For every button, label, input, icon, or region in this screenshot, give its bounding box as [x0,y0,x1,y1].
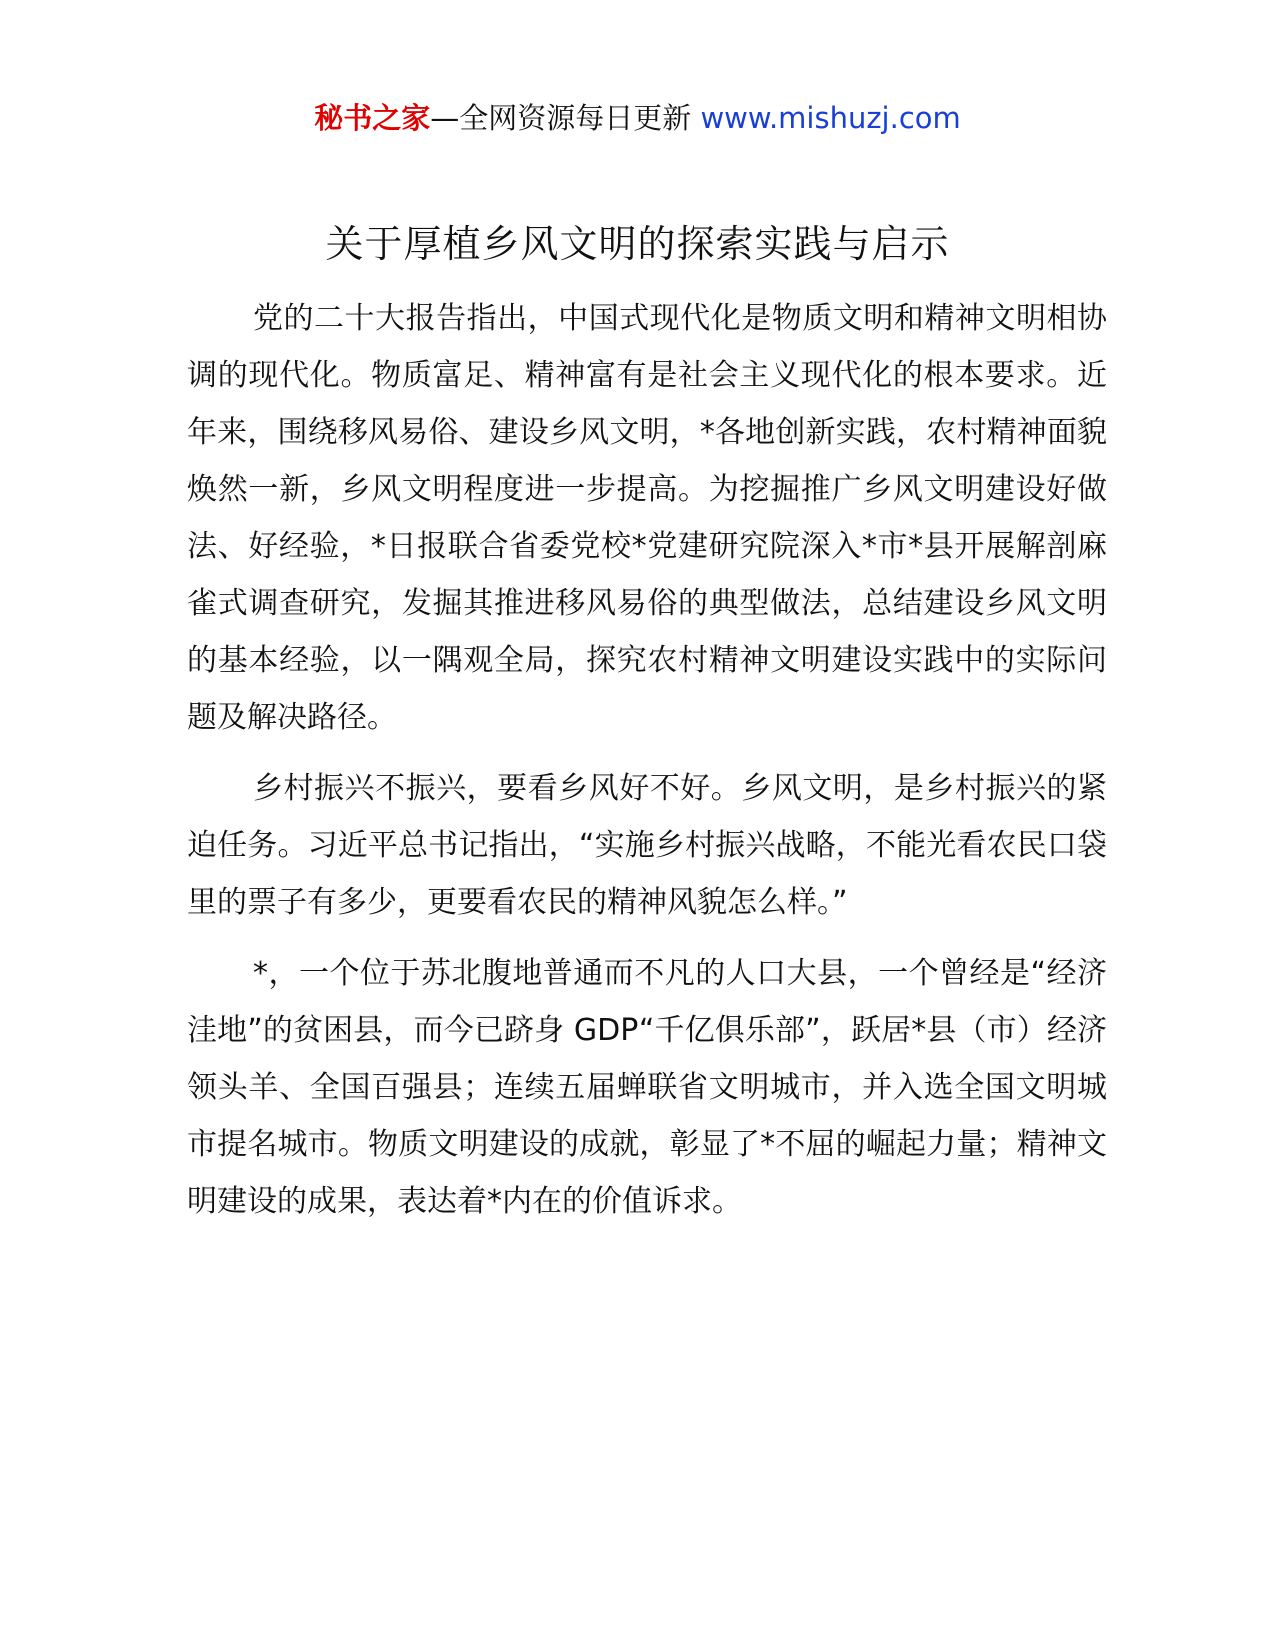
paragraph-3: *，一个位于苏北腹地普通而不凡的人口大县，一个曾经是“经济洼地”的贫困县，而今已跻身 GDP“千亿俱乐部”，跃居*县（市）经济领头羊、全国百强县；连续五届蝉联省文明城市，并入选全国文明城市提名城市。物质文明建设的成就，彰显了*不屈的崛起力量；精神文明建设的成果，表达着*内在的价值诉求。 [187,956,1107,1219]
brand-name: 秘书之家 [314,101,431,135]
site-url-link[interactable]: www.mishuzj.com [700,101,961,135]
page-header [0,98,1275,138]
document-body [187,290,1107,1244]
paragraph-1: 党的二十大报告指出，中国式现代化是物质文明和精神文明相协调的现代化。物质富足、精神富有是社会主义现代化的根本要求。近年来，围绕移风易俗、建设乡风文明，*各地创新实践，农村精神面貌焕然一新，乡风文明程度进一步提高。为挖掘推广乡风文明建设好做法、好经验，*日报联合省委党校*党建研究院深入*市*县开展解剖麻雀式调查研究，发掘其推进移风易俗的典型做法，总结建设乡风文明的基本经验，以一隅观全局，探究农村精神文明建设实践中的实际问题及解决路径。 [187,301,1107,735]
paragraph-2: 乡村振兴不振兴，要看乡风好不好。乡风文明，是乡村振兴的紧迫任务。习近平总书记指出，“实施乡村振兴战略，不能光看农民口袋里的票子有多少，更要看农民的精神风貌怎么样。” [187,771,1107,920]
document-title: 关于厚植乡风文明的探索实践与启示 [325,222,950,266]
header-tagline: —全网资源每日更新 [430,101,692,135]
